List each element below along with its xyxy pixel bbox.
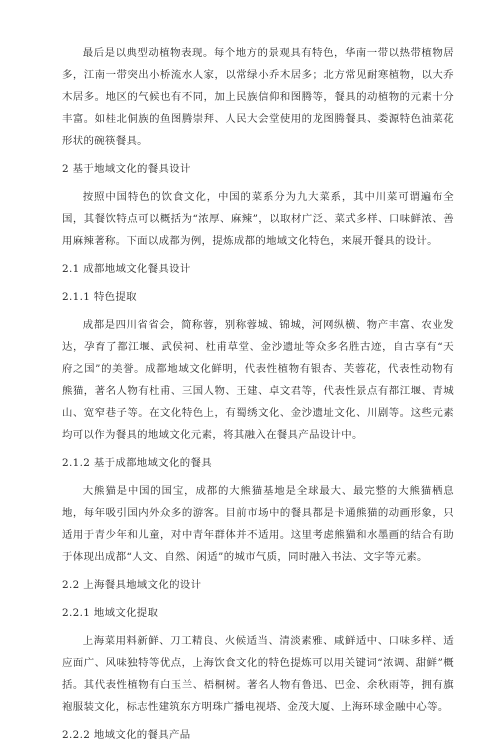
paragraph-plant-animal: 最后是以典型动植物表现。每个地方的景观具有特色，华南一带以热带植物居多，江南一带突出小桥流水人家，以常绿小乔木居多；北方常见耐寒植物，以大乔木居多。地区的气候也有不同，加上民族信仰和图腾等，餐具的动植物的元素十分丰富。如桂北侗族的鱼图腾崇拜、人民大会堂使用的龙图腾餐具、娄源特色油菜花形状的碗筷餐具。 [62, 47, 454, 147]
section-heading-2-2-2: 2.2.2 地域文化的餐具产品 [62, 729, 191, 741]
section-heading-2-1-1: 2.1.1 特色提取 [62, 291, 137, 303]
section-heading-2: 2 基于地域文化的餐具设计 [62, 163, 191, 175]
paragraph-cuisine-intro: 按照中国特色的饮食文化，中国的菜系分为九大菜系，其中川菜可谓遍布全国，其餐饮特点可以概括为“浓厚、麻辣”，以取材广泛、菜式多样、口味鲜浓、善用麻辣著称。下面以成都为例，提炼成都的地域文化特色，来展开餐具的设计。 [62, 191, 454, 247]
section-heading-2-1: 2.1 成都地域文化餐具设计 [62, 263, 191, 275]
section-heading-2-1-2: 2.1.2 基于成都地域文化的餐具 [62, 457, 212, 469]
paragraph-shanghai-culture: 上海菜用料新鲜、刀工精良、火候适当、清淡素雅、咸鲜适中、口味多样、适应面广、风味独特等优点，上海饮食文化的特色提炼可以用关键词“浓调、甜鲜”概括。其代表性植物有白玉兰、梧桐树。著名人物有鲁迅、巴金、余秋雨等，拥有旗袍服装文化，标志性建筑东方明珠广播电视塔、金茂大厦、上海环球金融中心等。 [62, 635, 454, 713]
section-heading-2-2-1: 2.2.1 地域文化提取 [62, 607, 159, 619]
document-page [62, 42, 454, 752]
paragraph-panda-tableware: 大熊猫是中国的国宝，成都的大熊猫基地是全球最大、最完整的大熊猫栖息地，每年吸引国内外众多的游客。目前市场中的餐具都是卡通熊猫的动画形象，只适用于青少年和儿童，对中青年群体并不适用。这里考虑熊猫和水墨画的结合有助于体现出成都“人文、自然、闲适”的城市气质，同时融入书法、文字等元素。 [62, 485, 454, 563]
section-heading-2-2: 2.2 上海餐具地域文化的设计 [62, 579, 202, 591]
paragraph-chengdu-features: 成都是四川省省会，简称蓉，别称蓉城、锦城，河网纵横、物产丰富、农业发达，孕育了都江堰、武侯祠、杜甫草堂、金沙遗址等众多名胜古迹，自古享有“天府之国”的美誉。成都地域文化鲜明，代表性植物有银杏、芙蓉花，代表性动物有熊猫，著名人物有杜甫、三国人物、王建、卓文君等，代表性景点有都江堰、青城山、宽窄巷子等。在文化特色上，有蜀绣文化、金沙遗址文化、川剧等。这些元素均可以作为餐具的地域文化元素，将其融入在餐具产品设计中。 [62, 319, 454, 441]
